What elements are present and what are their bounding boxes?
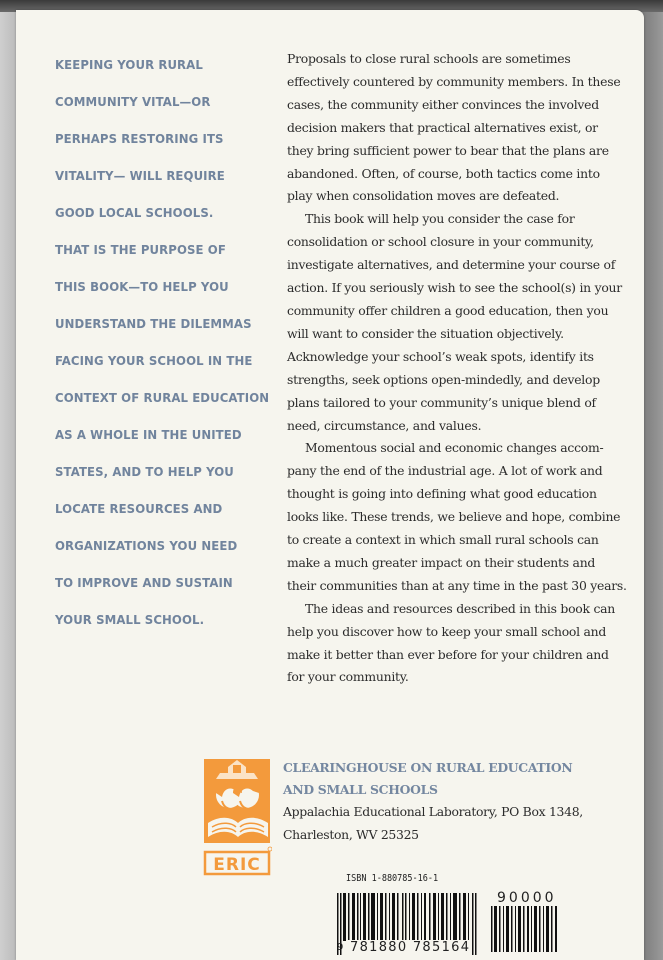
pull-quote-line: STATES, AND TO HELP YOU <box>55 464 234 479</box>
pull-quote-line: TO IMPROVE AND SUSTAIN <box>55 575 233 590</box>
pull-quote-line: PERHAPS RESTORING ITS <box>55 131 224 146</box>
pull-quote-line: CONTEXT OF RURAL EDUCATION <box>55 390 270 405</box>
pull-quote-line: THAT IS THE PURPOSE OF <box>55 242 226 257</box>
pull-quote-line: UNDERSTAND THE DILEMMAS <box>55 316 252 331</box>
pull-quote-line: YOUR SMALL SCHOOL. <box>55 612 205 627</box>
pull-quote <box>55 54 285 646</box>
eric-logo-icon <box>202 757 272 877</box>
paragraph: This book will help you consider the case for consolidation or school closure in your community, investigate alternatives, and determine your course of action. If you seriously wish to see the school(s) in your community offer children a good education, then you will want to consider the situation objectively. Acknowledge your school’s weak spots, identify its strengths, seek options open-mindedly, and develop plans tailored to your community’s unique blend of need, circumstance, and values. <box>287 211 622 433</box>
publisher-name-line: CLEARINGHOUSE ON RURAL EDUCATION <box>283 760 573 775</box>
address-line: Charleston, WV 25325 <box>283 826 419 842</box>
paragraph: Proposals to close rural schools are sometimes effectively countered by community members. In these cases, the community either convinces the involved decision makers that practical alternatives exist, or they bring sufficient power to bear that the plans are abandoned. Often, of course, both tactics come into play when consolidation moves are defeated. <box>287 51 621 204</box>
pull-quote-line: FACING YOUR SCHOOL IN THE <box>55 353 253 368</box>
ean-digits <box>348 940 472 955</box>
pull-quote-line: GOOD LOCAL SCHOOLS. <box>55 205 214 220</box>
address-line: Appalachia Educational Laboratory, PO Box 1348, <box>283 804 583 819</box>
pull-quote-line: LOCATE RESOURCES AND <box>55 501 223 516</box>
book-back-cover <box>16 10 644 960</box>
isbn-label: ISBN 1-880785-16-1 <box>346 873 439 884</box>
publisher-address <box>283 801 663 846</box>
ean-digits-text: 781880 785164 <box>350 940 471 955</box>
pull-quote-line: ORGANIZATIONS YOU NEED <box>55 538 238 553</box>
publisher-name-line: AND SMALL SCHOOLS <box>283 782 438 797</box>
pull-quote-line: AS A WHOLE IN THE UNITED <box>55 427 242 442</box>
pull-quote-line: COMMUNITY VITAL—OR <box>55 94 211 109</box>
addon-barcode <box>491 906 558 952</box>
ean-lead-digit: 9 <box>337 942 344 953</box>
paragraph: Momentous social and economic changes accompany the end of the industrial age. A lot of work and thought is going into defining what good education looks like. These trends, we believe and hope, combine to create a context in which small rural schools can make a much greater impact on their students and their communities than at any time in the past 30 years. <box>287 440 627 593</box>
pull-quote-line: VITALITY— WILL REQUIRE <box>55 168 225 183</box>
addon-digits: 90000 <box>497 890 557 906</box>
publisher-name <box>283 757 643 801</box>
svg-text:ERIC: ERIC <box>213 855 261 875</box>
paragraph: The ideas and resources described in this book can help you discover how to keep your small school and make it better than ever before for your children and for your community. <box>287 600 616 685</box>
description-text <box>287 48 627 689</box>
pull-quote-line: THIS BOOK—TO HELP YOU <box>55 279 229 294</box>
pull-quote-line: KEEPING YOUR RURAL <box>55 57 203 72</box>
